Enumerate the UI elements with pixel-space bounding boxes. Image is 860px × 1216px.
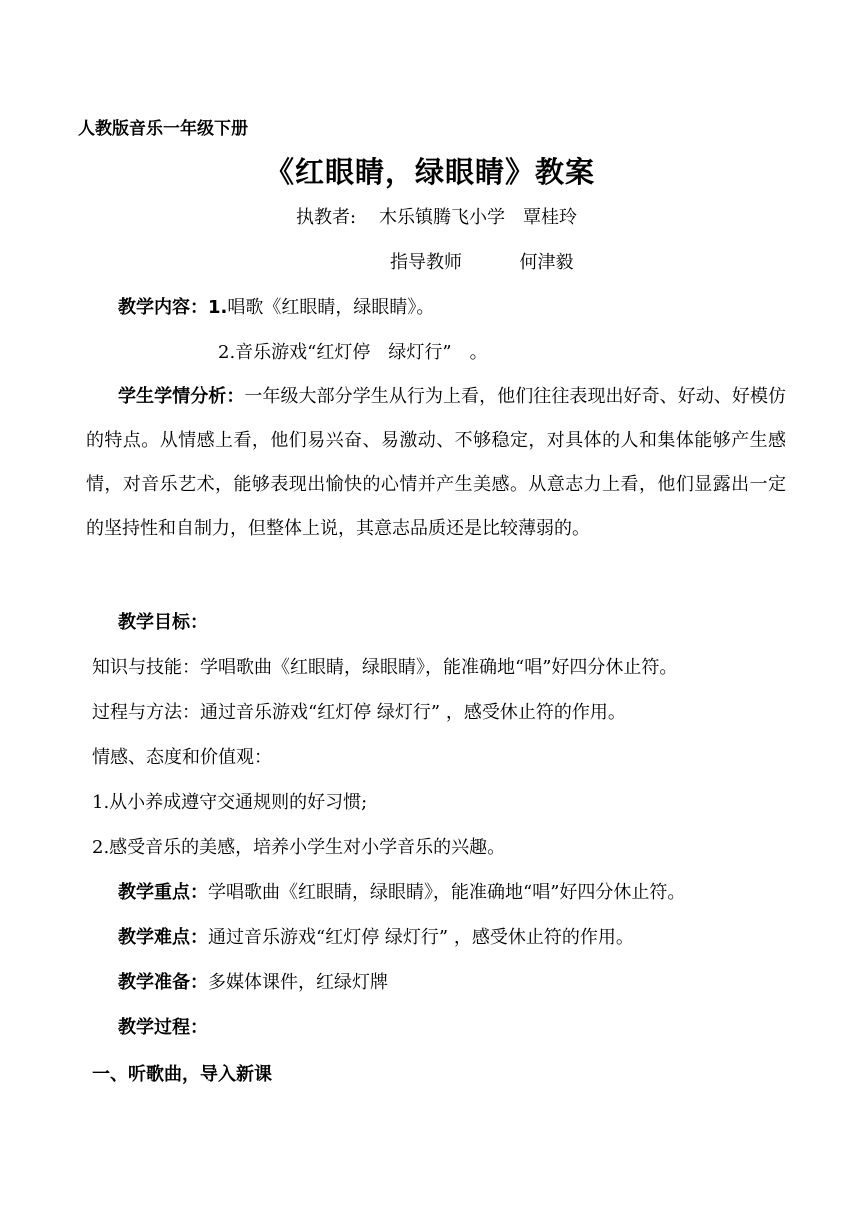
content-item1-num: 1.: [208, 297, 228, 318]
advisor-label: 指导教师: [390, 252, 462, 273]
content-label: 教学内容：: [118, 297, 208, 318]
advisor-value: 何津毅: [519, 252, 574, 273]
content-item2: 2.音乐游戏“红灯停 绿灯行” 。: [218, 342, 488, 363]
objective-emotion-2: 2.感受音乐的美感，培养小学生对小学音乐的兴趣。: [92, 837, 506, 858]
key-point-line: [118, 881, 685, 905]
analysis-text: 一年级大部分学生从行为上看，他们往往表现出好奇、好动、好模仿的特点。从情感上看，他们易兴奋、易激动、不够稳定，对具体的人和集体能够产生感情，对音乐艺术，能够表现出愉快的心情并产生美感。从意志力上看，他们显露出一定的坚持性和自制力，但整体上说，其意志品质还是比较薄弱的。: [86, 386, 786, 539]
content-item1-text: 唱歌《红眼睛，绿眼睛》。: [227, 297, 435, 318]
advisor-line: [390, 251, 573, 275]
analysis-label: 学生学情分析：: [118, 386, 245, 407]
content-line: [118, 296, 434, 320]
analysis-paragraph: [86, 375, 786, 551]
objective-process: 过程与方法：通过音乐游戏“红灯停 绿灯行” ，感受休止符的作用。: [92, 702, 626, 723]
key-point-label: 教学重点：: [118, 882, 208, 903]
series-label: 人教版音乐一年级下册: [78, 119, 248, 139]
process-label: 教学过程：: [118, 1017, 208, 1038]
preparation-line: [118, 971, 388, 995]
difficulty-line: [118, 926, 634, 950]
page-title: 《红眼睛，绿眼睛》教案: [264, 155, 595, 189]
objective-knowledge: 知识与技能：学唱歌曲《红眼睛，绿眼睛》，能准确地“唱”好四分休止符。: [92, 657, 678, 678]
difficulty-label: 教学难点：: [118, 927, 208, 948]
objectives-label: 教学目标：: [118, 612, 208, 633]
key-point-text: 学唱歌曲《红眼睛，绿眼睛》，能准确地“唱”好四分休止符。: [208, 882, 686, 903]
author-label: 执教者:: [296, 207, 357, 228]
preparation-text: 多媒体课件，红绿灯牌: [208, 972, 388, 993]
objective-emotion: 情感、态度和价值观：: [92, 747, 272, 768]
preparation-label: 教学准备：: [118, 972, 208, 993]
author-line: [296, 206, 577, 230]
difficulty-text: 通过音乐游戏“红灯停 绿灯行” ，感受休止符的作用。: [208, 927, 634, 948]
objective-emotion-1: 1.从小养成遵守交通规则的好习惯;: [92, 792, 368, 813]
author-value: 木乐镇腾飞小学 覃桂玲: [378, 207, 577, 228]
section-heading-1: 一、听歌曲，导入新课: [92, 1064, 272, 1085]
